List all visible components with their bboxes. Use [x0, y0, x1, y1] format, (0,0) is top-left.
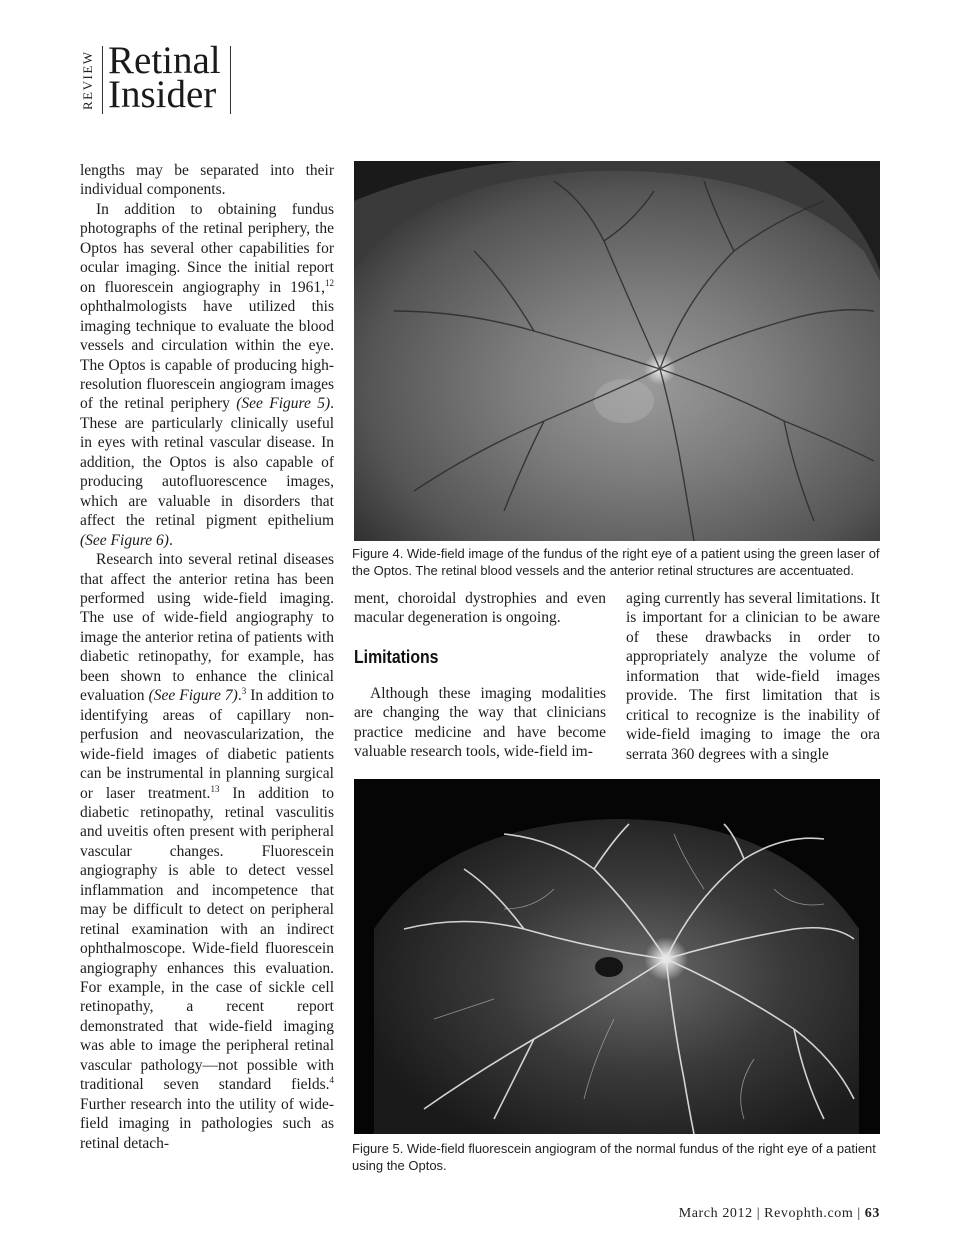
- figure-5-caption: Figure 5. Wide-field fluorescein angiogram of the normal fundus of the right eye of a patient using the Optos.: [352, 1141, 876, 1173]
- footer-separator: |: [857, 1206, 861, 1221]
- paragraph-text: Research into several retinal diseases that affect the anterior retina has been performed using wide-field imaging. The use of wide-field angiography to image the anterior retina of patients with diabetic retinopathy, for example, has been shown to enhance the clinical evaluation: [80, 551, 334, 705]
- paragraph: [80, 550, 334, 1153]
- section-label: REVIEW: [80, 50, 95, 110]
- masthead-rule-right: [230, 46, 231, 114]
- citation-ref: 12: [325, 277, 334, 288]
- paragraph-text: aging currently has several limitations. It is important for a clinician to be aware of these drawbacks in order to appropriately analyze the volume of information that wide-field images provide. The first limitation that is critical to recognize is the inability of wide-field imaging to image the ora serrata 360 degrees with a single: [626, 590, 880, 763]
- section-heading-limitations: Limitations: [354, 646, 439, 667]
- paragraph: [626, 589, 880, 764]
- masthead-title-line2: Insider: [108, 73, 217, 116]
- figure-4-image: [354, 161, 880, 541]
- paragraph-text: Although these imaging modalities are changing the way that clinicians practice medicine and have become valuable research tools, wide-field im-: [354, 684, 606, 761]
- paragraph: [80, 161, 334, 200]
- footer-site: Revophth.com: [764, 1206, 854, 1221]
- paragraph-text: ophthalmologists have utilized this imaging technique to evaluate the blood vessels and circulation within the eye. The Optos is capable of producing high-resolution fluorescein angiogram images of the retinal periphery: [80, 298, 334, 413]
- left-column: [80, 161, 334, 1153]
- paragraph: [354, 589, 606, 628]
- middle-column: [354, 589, 606, 762]
- paragraph-text: In addition to diabetic retinopathy, retinal vasculitis and uveitis often present with peripheral vascular changes. Fluorescein angiography is able to detect vessel inflammation and incompetence that may be difficult to detect on peripheral retinal examination with an indirect ophthalmoscope. Wide-field fluorescein angiography enhances this evaluation. For example, in the case of sickle cell retinopathy, a recent report demonstrated that wide-field imaging was able to image the peripheral retinal vascular pathology—not possible with traditional seven standard fields.: [80, 784, 334, 1094]
- figure-ref: (See Figure 5): [236, 395, 331, 413]
- paragraph-text: .: [168, 531, 173, 549]
- masthead-rule-left: [102, 46, 103, 114]
- masthead-title: [108, 39, 221, 116]
- paragraph-text: In addition to obtaining fundus photographs of the retinal periphery, the Optos has several other capabilities for ocular imaging. Since the initial report on fluorescein angiography in 1961,: [80, 200, 334, 296]
- fluorescein-angiogram-image: [354, 779, 880, 1134]
- footer-separator: |: [756, 1206, 761, 1221]
- paragraph-text: . These are particularly clinically useful in eyes with retinal vascular disease. In addition, the Optos is also capable of producing autofluorescence images, which are valuable in disorders that affect the retinal pigment epithelium: [80, 395, 335, 530]
- citation-ref: 4: [329, 1075, 334, 1086]
- paragraph: [354, 684, 606, 762]
- paragraph-text: ment, choroidal dystrophies and even macular degeneration is ongoing.: [354, 590, 606, 627]
- page-number: 63: [864, 1206, 880, 1221]
- citation-ref: 13: [210, 783, 220, 794]
- page-footer: [679, 1206, 880, 1222]
- footer-date: March 2012: [678, 1206, 753, 1221]
- paragraph-text: lengths may be separated into their individual components.: [80, 162, 334, 199]
- paragraph-text: Further research into the utility of wide-field imaging in pathologies such as retinal detach-: [80, 1095, 334, 1152]
- citation-ref: 3: [241, 686, 247, 697]
- figure-5-image: [354, 779, 880, 1134]
- paragraph-text: In addition to identifying areas of capillary non-perfusion and neovascularization, the wide-field images of diabetic patients can be instrumental in planning surgical or laser treatment.: [80, 687, 334, 802]
- figure-ref: (See Figure 7): [148, 687, 238, 705]
- fundus-green-laser-image: [354, 161, 880, 541]
- right-column: [626, 589, 880, 764]
- masthead-title-line1: Retinal: [108, 39, 221, 82]
- figure-ref: (See Figure 6): [80, 531, 169, 549]
- figure-4-caption: Figure 4. Wide-field image of the fundus of the right eye of a patient using the green laser of the Optos. The retinal blood vessels and the anterior retinal structures are accentuated.: [352, 546, 880, 578]
- paragraph: [80, 200, 334, 550]
- paragraph-text: .: [237, 687, 242, 705]
